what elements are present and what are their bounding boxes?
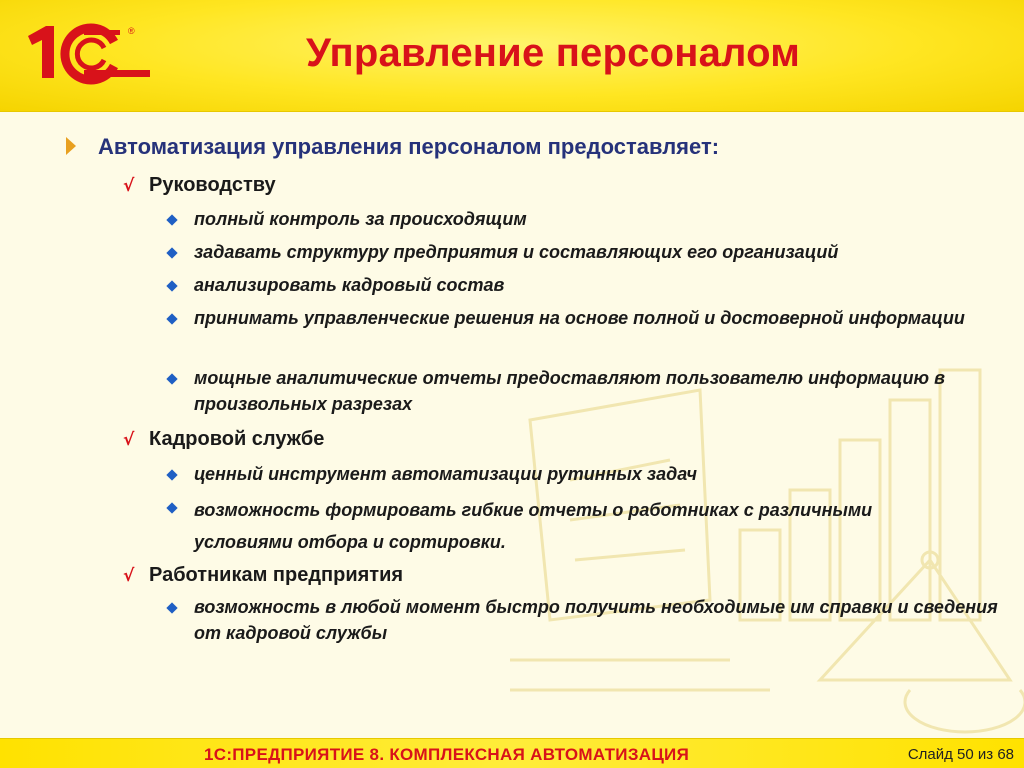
group-label: Работникам предприятия [149,564,404,586]
diamond-bullet-icon [166,214,177,225]
content-heading: Автоматизация управления персоналом предоставляет: [98,134,720,159]
list-item: принимать управленческие решения на основе полной и достоверной информации [194,308,965,328]
1c-logo-icon [24,22,152,92]
diamond-bullet-icon [166,280,177,291]
registered-mark: ® [128,26,135,36]
list-item: возможность формировать гибкие отчеты о работниках с различными условиями отбора и сортировки. [194,500,873,552]
list-item: возможность в любой момент быстро получить необходимые им справки и сведения от кадровой службы [194,597,998,643]
slide-footer [0,738,1024,768]
checkmark-icon: √ [123,430,135,450]
diamond-bullet-icon [166,469,177,480]
diamond-bullet-icon [166,247,177,258]
group-label: Руководству [149,174,276,196]
list-item: анализировать кадровый состав [194,275,505,295]
list-item: ценный инструмент автоматизации рутинных задач [194,464,698,484]
checkmark-icon: √ [123,566,135,586]
list-item: мощные аналитические отчеты предоставляют пользователю информацию в произвольных разрезах [194,368,945,414]
page-title: Управление персоналом [306,31,801,75]
arrow-right-icon [66,137,76,155]
list-item: задавать структуру предприятия и составляющих его организаций [194,242,839,262]
footer-caption: 1С:ПРЕДПРИЯТИЕ 8. КОМПЛЕКСНАЯ АВТОМАТИЗАЦИЯ [204,745,690,764]
slide-content [0,112,1024,738]
group-label: Кадровой службе [149,428,325,450]
list-item: полный контроль за происходящим [194,209,527,229]
diamond-bullet-icon [166,373,177,384]
diamond-bullet-icon [166,502,177,513]
slide-header [0,0,1024,112]
slide-number: Слайд 50 из 68 [907,746,1014,763]
diamond-bullet-icon [166,602,177,613]
diamond-bullet-icon [166,313,177,324]
checkmark-icon: √ [123,176,135,196]
